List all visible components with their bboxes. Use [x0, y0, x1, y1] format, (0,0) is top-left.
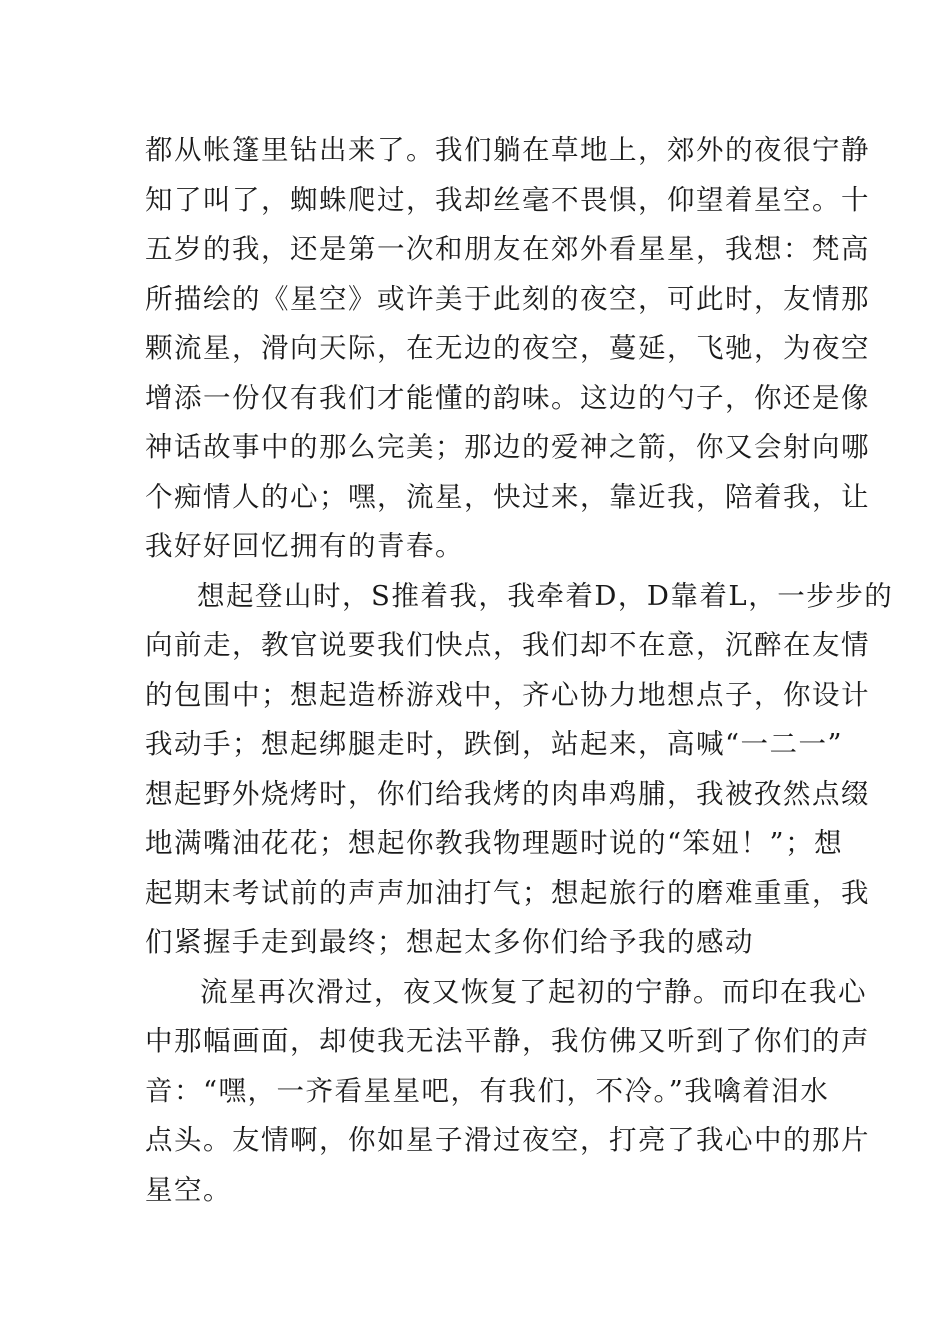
text-line: 知了叫了，蜘蛛爬过，我却丝毫不畏惧，仰望着星空。十: [145, 183, 870, 216]
text-line: 增添一份仅有我们才能懂的韵味。这边的勺子，你还是像: [145, 381, 870, 414]
text-line: 地满嘴油花花；想起你教我物理题时说的“笨妞！”；想: [145, 827, 844, 859]
text-line: 我动手；想起绑腿走时，跌倒，站起来，高喊“一二一”: [145, 728, 844, 760]
text-line: 流星再次滑过，夜又恢复了起初的宁静。而印在我心: [200, 975, 867, 1008]
text-line: 都从帐篷里钻出来了。我们躺在草地上，郊外的夜很宁静: [145, 134, 870, 166]
text-line: 的包围中；想起造桥游戏中，齐心协力地想点子，你设计: [145, 678, 870, 711]
paragraph-2: [145, 572, 894, 968]
text-line: 起期末考试前的声声加油打气；想起旅行的磨难重重，我: [145, 876, 870, 909]
text-line: 想起野外烧烤时，你们给我烤的肉串鸡脯，我被孜然点缀: [145, 777, 870, 810]
text-line: 中那幅画面，却使我无法平静，我仿佛又听到了你们的声: [145, 1025, 870, 1057]
paragraph-3: [145, 968, 870, 1216]
text-line: 想起登山时，S推着我，我牵着D，D靠着L，一步步的: [197, 579, 894, 612]
document-body: [145, 126, 894, 1215]
text-line: 颗流星，滑向天际，在无边的夜空，蔓延，飞驰，为夜空: [145, 332, 870, 364]
text-line: 我好好回忆拥有的青春。: [145, 530, 464, 562]
text-line: 点头。友情啊，你如星子滑过夜空，打亮了我心中的那片: [145, 1124, 870, 1156]
paragraph-1: [145, 126, 870, 572]
text-line: 星空。: [145, 1173, 232, 1206]
text-line: 们紧握手走到最终；想起太多你们给予我的感动: [145, 926, 754, 958]
text-line: 所描绘的《星空》或许美于此刻的夜空，可此时，友情那: [145, 282, 870, 315]
text-line: 音：“嘿，一齐看星星吧，有我们，不冷。”我噙着泪水: [145, 1074, 830, 1107]
text-line: 个痴情人的心；嘿，流星，快过来，靠近我，陪着我，让: [145, 480, 870, 513]
text-line: 向前走，教官说要我们快点，我们却不在意，沉醉在友情: [145, 629, 870, 661]
text-line: 神话故事中的那么完美；那边的爱神之箭，你又会射向哪: [145, 431, 870, 463]
text-line: 五岁的我，还是第一次和朋友在郊外看星星，我想：梵高: [145, 233, 870, 265]
